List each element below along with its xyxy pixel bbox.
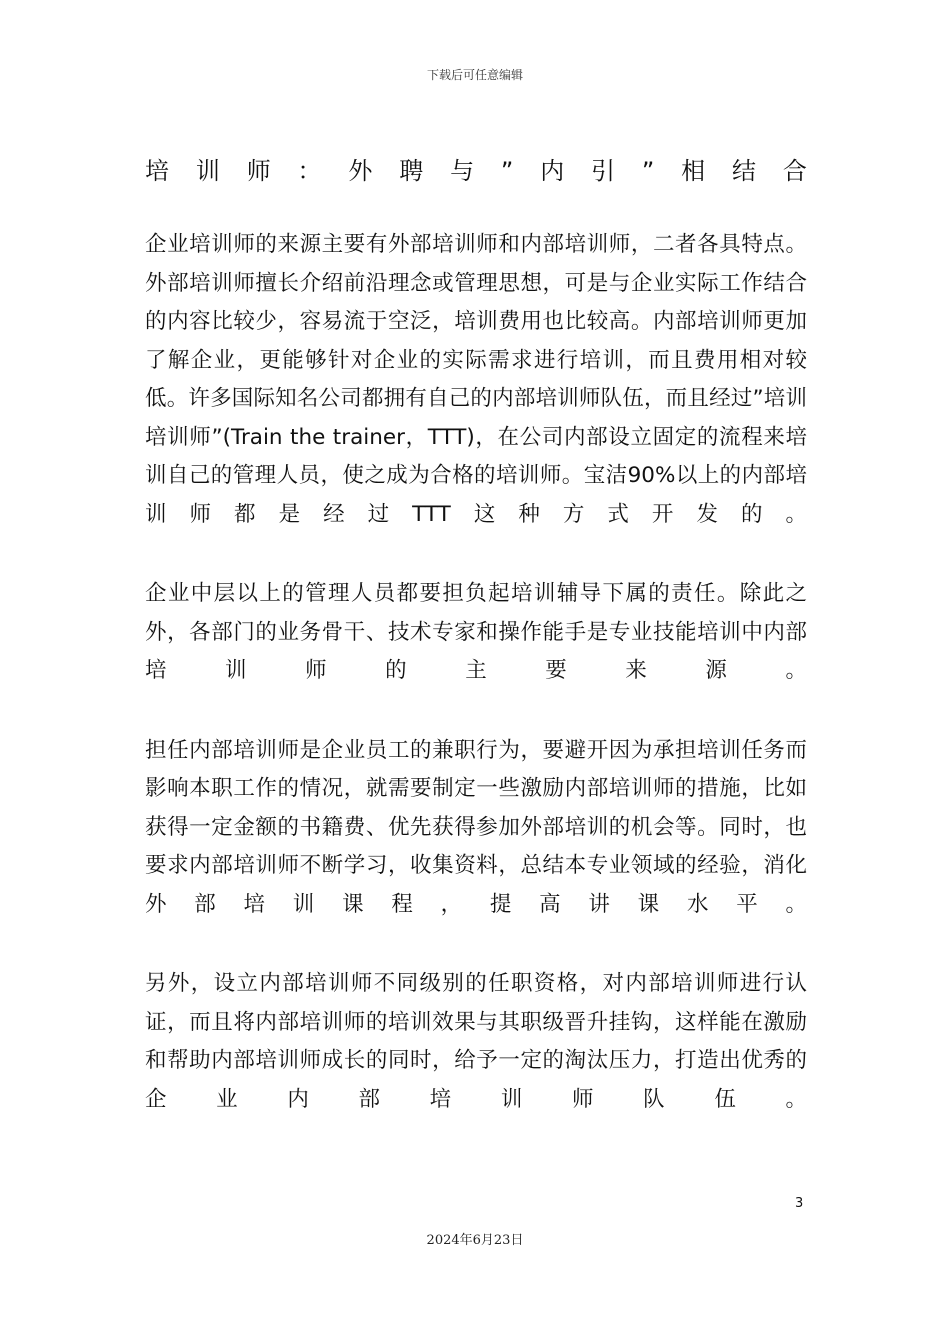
page-number: 3: [795, 1196, 804, 1211]
document-title: [145, 152, 807, 190]
title-char: 引: [591, 157, 616, 185]
title-char: ”: [500, 157, 514, 185]
paragraph-4: 另外，设立内部培训师不同级别的任职资格，对内部培训师进行认证，而且将内部培训师的培训效果与其职级晋升挂钩，这样能在激励和帮助内部培训师成长的同时，给予一定的淘汰压力，打造出优秀的企业内部培训师队伍。: [145, 971, 807, 1112]
title-char: 聘: [399, 157, 424, 185]
title-char: 培: [145, 157, 169, 185]
title-char: ：: [297, 157, 322, 185]
title-char: 合: [782, 157, 807, 185]
paragraph-2: 企业中层以上的管理人员都要担负起培训辅导下属的责任。除此之外，各部门的业务骨干、技术专家和操作能手是专业技能培训中内部培训师的主要来源。: [145, 581, 807, 683]
page-footer-date: 2024年6月23日: [426, 1233, 524, 1248]
title-char: 训: [195, 157, 220, 185]
title-char: 师: [246, 157, 271, 185]
paragraph-1: 企业培训师的来源主要有外部培训师和内部培训师，二者各具特点。外部培训师擅长介绍前沿理念或管理思想，可是与企业实际工作结合的内容比较少，容易流于空泛，培训费用也比较高。内部培训师更加了解企业，更能够针对企业的实际需求进行培训，而且费用相对较低。许多国际知名公司都拥有自己的内部培训师队伍，而且经过”培训培训师”(Train the trainer，TTT)，在公司内部设立固定的流程来培训自己的管理人员，使之成为合格的培训师。宝洁90%以上的内部培训师都是经过TTT这种方式开发的。: [145, 232, 807, 527]
title-char: ”: [641, 157, 655, 185]
document-body: [145, 152, 807, 1119]
page-header: 下载后可任意编辑: [426, 68, 523, 82]
title-char: 相: [681, 157, 706, 185]
title-char: 结: [732, 157, 756, 185]
title-char: 内: [540, 157, 565, 185]
paragraph-3: 担任内部培训师是企业员工的兼职行为，要避开因为承担培训任务而影响本职工作的情况，就需要制定一些激励内部培训师的措施，比如获得一定金额的书籍费、优先获得参加外部培训的机会等。同时，也要求内部培训师不断学习，收集资料，总结本专业领域的经验，消化外部培训课程，提高讲课水平。: [145, 737, 807, 917]
title-char: 与: [450, 157, 475, 185]
title-char: 外: [348, 157, 373, 185]
